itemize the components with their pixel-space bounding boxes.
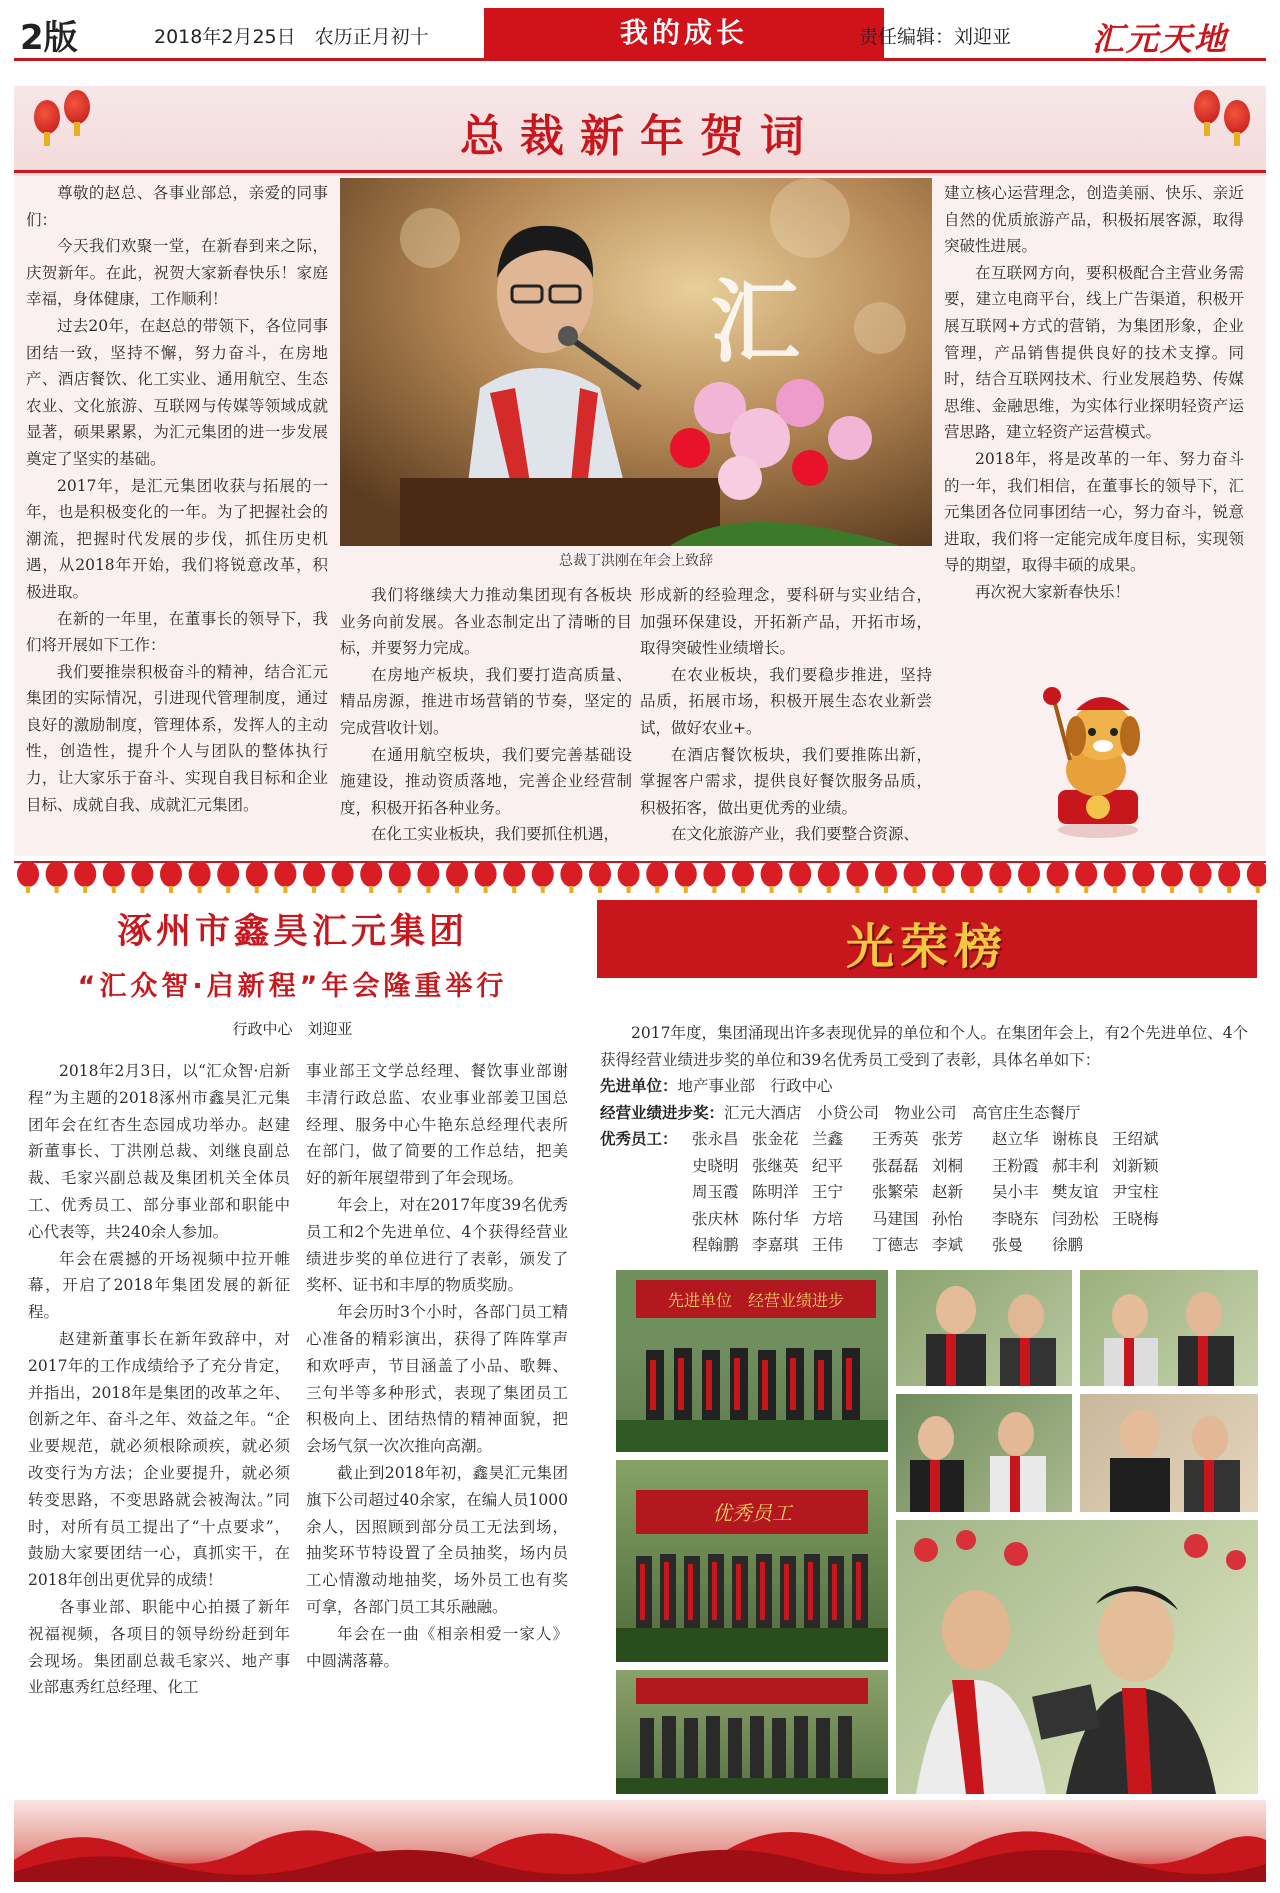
lower-article-title: 涿州市鑫昊汇元集团 (116, 912, 468, 952)
lantern-tassel-icon (512, 886, 516, 893)
lantern-tassel-icon (1113, 886, 1117, 893)
lantern-tassel-icon (684, 886, 688, 893)
paragraph: 赵建新董事长在新年致辞中，对2017年的工作成绩给予了充分肯定，并指出，2018年是集团的改革之年、创新之年、奋斗之年、效益之年。“企业要规范，就必须根除顽疾，就必须改变行为方法；企业要提升，就必须转变思路，不变思路就会被淘汰。”同时，对所有员工提出了“十点要求”，鼓励大家要团结一心，真抓实干，在2018年创出更优异的成绩！ (28, 1329, 290, 1590)
lantern-icon (103, 861, 125, 887)
lantern-icon (1018, 861, 1040, 887)
staff-name: 马建国 (872, 1209, 919, 1228)
staff-row (600, 1206, 1250, 1233)
staff-name: 张金花 (752, 1130, 799, 1148)
lantern-row-icons (14, 858, 1266, 896)
photo-illustration (616, 1670, 888, 1794)
paragraph: 年会历时3个小时，各部门员工精心准备的精彩演出，获得了阵阵掌声和欢呼声，节目涵盖了小品、歌舞、三句半等多种形式，表现了集团员工积极向上、团结热情的精神面貌，把会场气氛一次次推向高潮。 (306, 1303, 568, 1456)
progress-award-row (600, 1100, 1250, 1127)
lantern-icon (732, 861, 754, 887)
paragraph: 在文化旅游产业，我们要整合资源、 (671, 825, 920, 844)
staff-name: 徐鹏 (1052, 1236, 1084, 1254)
staff-name: 方培 (812, 1209, 844, 1228)
lower-column-1 (28, 1058, 290, 1701)
paragraph: 在农业板块，我们要稳步推进，坚持品质，拓展市场，积极开展生态农业新尝试，做好农业+。 (640, 665, 932, 737)
lantern-icon (818, 861, 840, 887)
lantern-tassel-icon (226, 886, 230, 893)
lantern-tassel-icon (970, 886, 974, 893)
lantern-icon (274, 861, 296, 887)
lantern-tassel-icon (140, 886, 144, 893)
event-photo-4 (894, 1392, 1074, 1514)
lantern-tassel-icon (198, 886, 202, 893)
lantern-icon (503, 861, 525, 887)
page-number: 2版 (20, 18, 78, 58)
progress-award-label: 经营业绩进步奖： (600, 1103, 725, 1122)
lantern-tassel-icon (341, 886, 345, 893)
staff-name: 张曼 (992, 1236, 1024, 1254)
staff-row (600, 1179, 1250, 1206)
lantern-icon (303, 861, 325, 887)
speaker-photo-illustration (340, 178, 932, 546)
lantern-tassel-icon (484, 886, 488, 893)
lantern-tassel-icon (455, 886, 459, 893)
event-photo-2 (894, 1268, 1074, 1388)
paragraph: 2018年，将是改革的一年、努力奋斗的一年，我们相信，在董事长的领导下，汇元集团各位同事团结一心，努力奋斗，锐意进取，我们将一定能完成年度目标，实现领导的期望，取得丰硕的成果。 (944, 449, 1244, 575)
article-title: 总裁新年贺词 (460, 111, 820, 162)
advanced-units-row (600, 1073, 1250, 1100)
lantern-tassel-icon (283, 886, 287, 893)
lantern-icon (932, 861, 954, 887)
footer-decoration (14, 1800, 1266, 1882)
lantern-icon (360, 861, 382, 887)
staff-row (600, 1232, 1250, 1259)
lantern-icon (761, 861, 783, 887)
staff-name: 王秀英 (872, 1130, 919, 1148)
photo-illustration (616, 1460, 888, 1662)
lantern-icon (560, 861, 582, 887)
paragraph: 在化工实业板块，我们要抓住机遇， (371, 825, 620, 844)
paragraph: 年会上，对在2017年度39名优秀员工和2个先进单位、4个获得经营业绩进步奖的单位进行了表彰，颁发了奖杯、证书和丰厚的物质奖励。 (306, 1195, 568, 1295)
lantern-tassel-icon (1170, 886, 1174, 893)
lantern-icon (1104, 861, 1126, 887)
lantern-icon (246, 861, 268, 887)
staff-name: 尹宝柱 (1112, 1183, 1159, 1201)
photo-caption: 总裁丁洪刚在年会上致辞 (559, 553, 713, 569)
lantern-tassel-icon (55, 886, 59, 893)
staff-name: 樊友谊 (1052, 1183, 1099, 1201)
lantern-icon (1047, 861, 1069, 887)
lantern-tassel-icon (798, 886, 802, 893)
staff-name: 纪平 (812, 1156, 844, 1175)
paragraph: 年会在震撼的开场视频中拉开帷幕，开启了2018年集团发展的新征程。 (28, 1249, 290, 1322)
lantern-icon (789, 861, 811, 887)
staff-row (600, 1153, 1250, 1180)
staff-row (600, 1126, 1250, 1153)
lantern-icon (1132, 861, 1154, 887)
paragraph: 2018年2月3日，以“汇众智·启新程”为主题的2018涿州市鑫昊汇元集团年会在红杏生态园成功举办。赵建新董事长、丁洪刚总裁、刘继良副总裁、毛家兴副总裁及集团机关全体员工、优秀员工、部分事业部和职能中心代表等，共240余人参加。 (28, 1062, 290, 1241)
paragraph: 过去20年，在赵总的带领下，各位同事团结一致，坚持不懈，努力奋斗，在房地产、酒店餐饮、化工实业、通用航空、生态农业、文化旅游、互联网与传媒等领域成就显著，硕果累累，为汇元集团的进一步发展奠定了坚实的基础。 (26, 316, 328, 468)
awards-group-photo-2 (614, 1458, 890, 1664)
paragraph: 今天我们欢聚一堂，在新春到来之际，庆贺新年。在此，祝贺大家新春快乐！家庭幸福，身体健康，工作顺利！ (26, 237, 328, 309)
lantern-icon (217, 861, 239, 887)
photo-illustration (896, 1394, 1072, 1512)
paragraph: 建立核心运营理念，创造美丽、快乐、亲近自然的优质旅游产品，积极拓展客源，取得突破性进展。 (944, 184, 1244, 256)
advanced-units-label: 先进单位： (600, 1077, 678, 1095)
staff-name: 张磊磊 (872, 1156, 919, 1175)
staff-name: 李嘉琪 (752, 1236, 799, 1254)
lantern-tassel-icon (112, 886, 116, 893)
lantern-tassel-icon (598, 886, 602, 893)
lantern-tassel-icon (83, 886, 87, 893)
photo-illustration (896, 1520, 1258, 1794)
paragraph: 在通用航空板块，我们要完善基础设施建设，推动资质落地，完善企业经营制度，积极开拓各种业务。 (340, 745, 632, 817)
lantern-tassel-icon (655, 886, 659, 893)
paragraph: 在酒店餐饮板块，我们要推陈出新，掌握客户需求，提供良好餐饮服务品质，积极拓客，做出更优秀的业绩。 (640, 745, 932, 817)
lantern-tassel-icon (1256, 886, 1260, 893)
photo-illustration (1080, 1394, 1258, 1512)
lower-article-byline: 行政中心 刘迎亚 (232, 1020, 353, 1038)
staff-name: 郝丰利 (1052, 1156, 1099, 1175)
staff-name: 赵立华 (992, 1130, 1039, 1148)
award-ceremony-closeup (894, 1518, 1260, 1796)
lantern-icon (389, 861, 411, 887)
staff-name: 丁德志 (872, 1236, 919, 1254)
divider (14, 170, 1266, 173)
cloud-pattern-icon (14, 1800, 1266, 1882)
lantern-tassel-icon (1084, 886, 1088, 893)
progress-award-value: 汇元大酒店 小贷公司 物业公司 高官庄生态餐厅 (724, 1103, 1081, 1122)
awards-group-photo-1 (614, 1268, 890, 1454)
staff-label: 优秀员工： (600, 1130, 678, 1148)
staff-name: 李晓东 (992, 1209, 1039, 1228)
lantern-tassel-icon (884, 886, 888, 893)
honor-board-text (600, 1020, 1250, 1259)
lantern-icon (417, 861, 439, 887)
lantern-icon (46, 861, 68, 887)
staff-name: 张庆林 (692, 1209, 739, 1228)
advanced-units-value: 地产事业部 行政中心 (677, 1077, 833, 1095)
lantern-icon (446, 861, 468, 887)
lantern-tassel-icon (312, 886, 316, 893)
svg-text:汇: 汇 (710, 270, 800, 375)
article-banner (14, 86, 1266, 176)
lantern-tassel-icon (913, 886, 917, 893)
honor-board-title: 光荣榜 (845, 919, 1008, 975)
staff-name: 王粉霞 (992, 1156, 1039, 1175)
lantern-icon (332, 861, 354, 887)
lantern-tassel-icon (569, 886, 573, 893)
paragraph: 事业部王文学总经理、餐饮事业部谢丰清行政总监、农业事业部姜卫国总经理、服务中心牛艳东总经理代表所在部门，做了简要的工作总结，把美好的新年展望带到了年会现场。 (306, 1062, 568, 1188)
lantern-icon (1190, 861, 1212, 887)
lantern-icon (646, 861, 668, 887)
photo-illustration (1080, 1270, 1258, 1386)
staff-name: 程翰鹏 (692, 1236, 739, 1254)
paragraph: 形成新的经验理念，要科研与实业结合，加强环保建设，开拓新产品，开拓市场，取得突破性业绩增长。 (640, 586, 932, 658)
honor-board-banner (597, 900, 1257, 978)
paragraph: 各事业部、职能中心拍摄了新年祝福视频，各项目的领导纷纷赶到年会现场。集团副总裁毛家兴、地产事业部惠秀红总经理、化工 (28, 1597, 290, 1697)
issue-date: 2018年2月25日 农历正月初十 (154, 26, 429, 48)
lantern-icon (703, 861, 725, 887)
lantern-tassel-icon (426, 886, 430, 893)
lantern-icon (589, 861, 611, 887)
speaker-photo (340, 178, 932, 546)
paragraph: 截止到2018年初，鑫昊汇元集团旗下公司超过40余家，在编人员1000余人，因照顾到部分员工无法到场，抽奖环节特设置了全员抽奖，场内员工心情激动地抽奖，场外员工也有奖可拿，各部门员工其乐融融。 (306, 1463, 568, 1616)
paragraph: 年会在一曲《相亲相爱一家人》中圆满落幕。 (306, 1624, 568, 1670)
lantern-icon (189, 861, 211, 887)
lower-column-2 (306, 1058, 568, 1674)
paragraph: 尊敬的赵总、各事业部总，亲爱的同事们： (26, 184, 328, 229)
dog-mascot-icon (1036, 680, 1156, 840)
section-title: 我的成长 (484, 8, 884, 58)
photo-banner-text: 先进单位 经营业绩进步 (667, 1291, 845, 1310)
lantern-tassel-icon (26, 886, 30, 893)
staff-name: 刘新颖 (1112, 1156, 1159, 1175)
staff-name: 李斌 (932, 1236, 964, 1254)
editor-credit: 责任编辑：刘迎亚 (859, 26, 1012, 48)
staff-name: 刘桐 (932, 1156, 964, 1175)
staff-name: 张繁荣 (872, 1183, 919, 1201)
staff-name: 张继英 (752, 1156, 799, 1175)
lantern-icon (1161, 861, 1183, 887)
honor-intro: 2017年度，集团涌现出许多表现优异的单位和个人。在集团年会上，有2个先进单位、4个获得经营业绩进步奖的单位和39名优秀员工受到了表彰，具体名单如下： (600, 1024, 1249, 1069)
event-photo-3 (1078, 1268, 1260, 1388)
lantern-tassel-icon (541, 886, 545, 893)
photo-banner-text: 优秀员工 (712, 1501, 792, 1525)
staff-name: 王绍斌 (1112, 1130, 1159, 1148)
lantern-tassel-icon (169, 886, 173, 893)
lantern-tassel-icon (770, 886, 774, 893)
lantern-icon (961, 861, 983, 887)
lantern-tassel-icon (627, 886, 631, 893)
paragraph: 我们要推崇积极奋斗的精神，结合汇元集团的实际情况，引进现代管理制度，通过良好的激励制度，管理体系，发挥人的主动性，创造性，提升个人与团队的整体执行力，让大家乐于奋斗、实现自我目标和企业目标、成就自我、成就汇元集团。 (26, 662, 328, 814)
lantern-tassel-icon (1027, 886, 1031, 893)
staff-name: 王晓梅 (1112, 1209, 1159, 1228)
lantern-icon (1075, 861, 1097, 887)
lantern-icon (475, 861, 497, 887)
staff-name: 周玉霞 (692, 1183, 739, 1201)
staff-name: 张芳 (932, 1130, 964, 1148)
lantern-tassel-icon (941, 886, 945, 893)
lower-article-subtitle: “汇众智·启新程”年会隆重举行 (77, 971, 508, 1002)
staff-name: 王宁 (812, 1183, 844, 1201)
staff-name: 陈明洋 (752, 1183, 799, 1201)
lantern-tassel-icon (712, 886, 716, 893)
lantern-tassel-icon (741, 886, 745, 893)
lantern-tassel-icon (827, 886, 831, 893)
lantern-tassel-icon (1056, 886, 1060, 893)
lantern-divider (14, 858, 1266, 896)
lantern-tassel-icon (1227, 886, 1231, 893)
lantern-icon (131, 861, 153, 887)
staff-name: 王伟 (812, 1236, 844, 1254)
article-column-3 (640, 582, 932, 848)
staff-name: 吴小丰 (992, 1183, 1039, 1201)
paragraph: 在房地产板块，我们要打造高质量、精品房源，推进市场营销的节奏，坚定的完成营收计划。 (340, 665, 632, 737)
staff-name: 史晓明 (692, 1156, 739, 1175)
lantern-icon (74, 861, 96, 887)
paragraph: 在互联网方向，要积极配合主营业务需要，建立电商平台，线上广告渠道，积极开展互联网+方式的营销，为集团形象，企业管理，产品销售提供良好的技术支撑。同时，结合互联网技术、行业发展趋势、传媒思维、金融思维，为实体行业探明轻资产运营思路，建立轻资产运营模式。 (944, 263, 1244, 442)
newspaper-logo: 汇元天地 (1092, 20, 1229, 58)
staff-name: 孙怡 (932, 1209, 964, 1228)
lantern-icon (989, 861, 1011, 887)
article-column-1 (26, 180, 328, 818)
staff-name: 张永昌 (692, 1130, 739, 1148)
photo-illustration (896, 1270, 1072, 1386)
article-column-2 (340, 582, 632, 848)
lantern-tassel-icon (855, 886, 859, 893)
lantern-tassel-icon (369, 886, 373, 893)
staff-name: 谢栋良 (1052, 1130, 1099, 1148)
lantern-icon (904, 861, 926, 887)
lantern-icon (875, 861, 897, 887)
lantern-tassel-icon (398, 886, 402, 893)
event-photo-5 (1078, 1392, 1260, 1514)
lantern-tassel-icon (255, 886, 259, 893)
photo-illustration (616, 1270, 888, 1452)
paragraph: 再次祝大家新春快乐！ (975, 582, 1131, 601)
awards-group-photo-3 (614, 1668, 890, 1796)
paragraph: 我们将继续大力推动集团现有各板块业务向前发展。各业态制定出了清晰的目标，并要努力完成。 (340, 586, 632, 658)
lantern-icon (618, 861, 640, 887)
staff-name: 赵新 (932, 1183, 964, 1201)
lantern-tassel-icon (1199, 886, 1203, 893)
lantern-icon (675, 861, 697, 887)
staff-name: 闫劲松 (1052, 1209, 1099, 1228)
lantern-icon (17, 861, 39, 887)
lantern-icon (1247, 861, 1266, 887)
lantern-tassel-icon (998, 886, 1002, 893)
staff-name: 陈付华 (752, 1209, 799, 1228)
staff-name: 兰鑫 (812, 1130, 844, 1148)
lantern-icon (532, 861, 554, 887)
paragraph: 2017年，是汇元集团收获与拓展的一年，也是积极变化的一年。为了把握社会的潮流，把握时代发展的步伐，抓住历史机遇，从2018年开始，我们将锐意改革，积极进取。 (26, 476, 328, 601)
masthead (14, 8, 1266, 61)
paragraph: 在新的一年里，在董事长的领导下，我们将开展如下工作： (26, 609, 328, 655)
lantern-icon (160, 861, 182, 887)
lantern-icon (1218, 861, 1240, 887)
lantern-tassel-icon (1141, 886, 1145, 893)
lantern-icon (846, 861, 868, 887)
article-column-4 (944, 180, 1244, 606)
